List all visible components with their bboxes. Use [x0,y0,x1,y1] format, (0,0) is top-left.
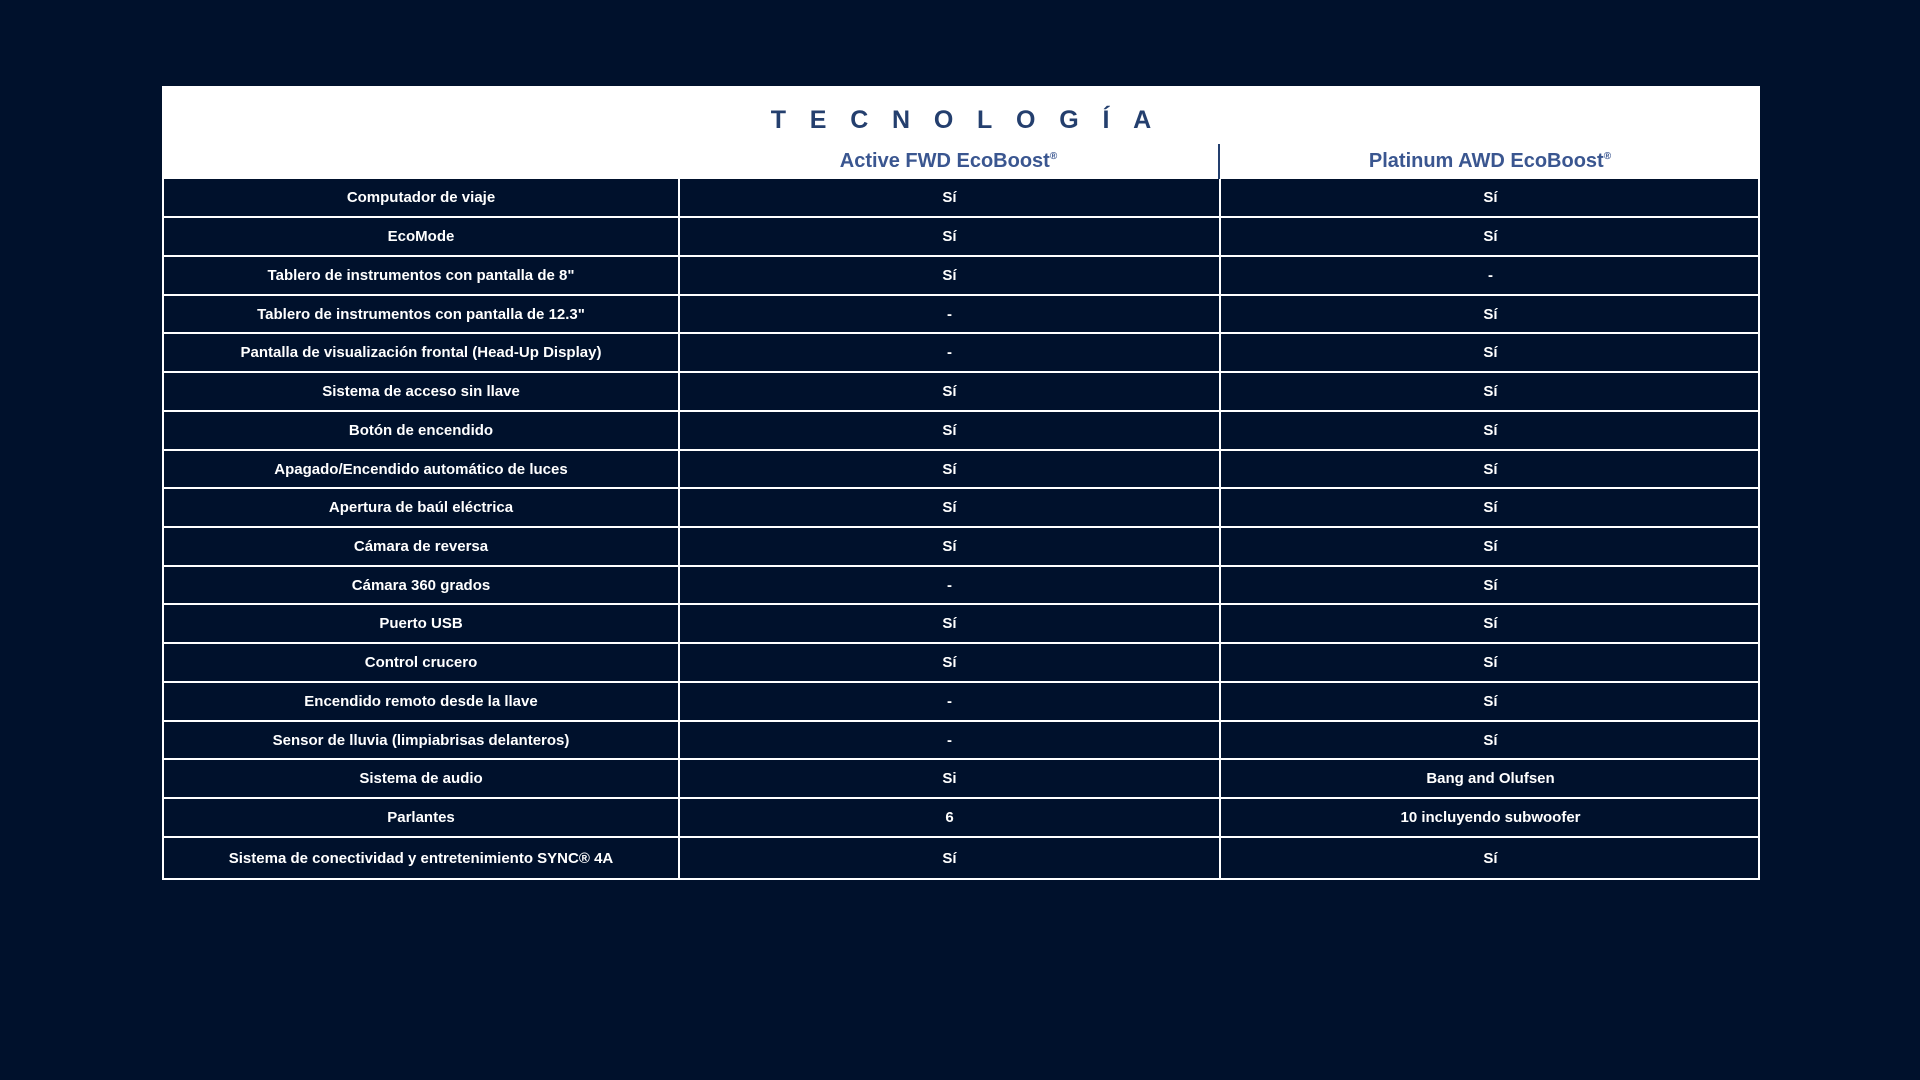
platinum-value-cell: Bang and Olufsen [1220,759,1760,798]
registered-mark: ® [1603,151,1612,162]
table-row [164,604,1760,643]
specs-panel [162,86,1760,880]
table-row [164,411,1760,450]
feature-cell: Control crucero [164,643,679,682]
platinum-value-cell: Sí [1220,217,1760,256]
active-value-cell: Sí [679,372,1220,411]
active-value-cell: - [679,295,1220,333]
feature-cell: Tablero de instrumentos con pantalla de 8" [164,256,679,295]
column-header-active [679,142,1218,179]
feature-cell: Sistema de conectividad y entretenimiento SYNC® 4A [164,837,679,879]
feature-cell: Computador de viaje [164,179,679,217]
feature-cell: EcoMode [164,217,679,256]
platinum-value-cell: Sí [1220,488,1760,527]
platinum-value-cell: 10 incluyendo subwoofer [1220,798,1760,837]
platinum-value-cell: Sí [1220,295,1760,333]
table-row [164,333,1760,372]
table-row [164,217,1760,256]
active-value-cell: - [679,721,1220,759]
table-row [164,721,1760,759]
active-value-cell: Sí [679,527,1220,566]
feature-cell: Botón de encendido [164,411,679,450]
table-row [164,179,1760,217]
table-row [164,372,1760,411]
platinum-value-cell: Sí [1220,566,1760,604]
active-value-cell: Si [679,759,1220,798]
column-header-platinum-label: Platinum AWD EcoBoost [1368,150,1604,172]
table-row [164,566,1760,604]
active-value-cell: Sí [679,217,1220,256]
column-header-active-label: Active FWD EcoBoost [839,150,1050,172]
platinum-value-cell: Sí [1220,527,1760,566]
column-header-platinum [1220,142,1760,179]
platinum-value-cell: Sí [1220,604,1760,643]
active-value-cell: Sí [679,179,1220,217]
table-header [164,88,1758,179]
active-value-cell: Sí [679,488,1220,527]
active-value-cell: - [679,682,1220,721]
feature-cell: Apertura de baúl eléctrica [164,488,679,527]
active-value-cell: - [679,566,1220,604]
platinum-value-cell: Sí [1220,643,1760,682]
table-row [164,450,1760,488]
table-row [164,682,1760,721]
table-row [164,837,1760,879]
platinum-value-cell: Sí [1220,450,1760,488]
table-row [164,488,1760,527]
platinum-value-cell: Sí [1220,721,1760,759]
platinum-value-cell: Sí [1220,837,1760,879]
table-row [164,798,1760,837]
table-row [164,295,1760,333]
table-row [164,643,1760,682]
active-value-cell: Sí [679,411,1220,450]
feature-cell: Sensor de lluvia (limpiabrisas delanteros) [164,721,679,759]
feature-cell: Cámara 360 grados [164,566,679,604]
platinum-value-cell: Sí [1220,411,1760,450]
table-row [164,527,1760,566]
feature-cell: Puerto USB [164,604,679,643]
platinum-value-cell: Sí [1220,333,1760,372]
active-value-cell: Sí [679,450,1220,488]
feature-cell: Parlantes [164,798,679,837]
feature-cell: Encendido remoto desde la llave [164,682,679,721]
specs-table [164,179,1760,879]
feature-cell: Cámara de reversa [164,527,679,566]
table-row [164,256,1760,295]
feature-cell: Pantalla de visualización frontal (Head-Up Display) [164,333,679,372]
feature-cell: Apagado/Encendido automático de luces [164,450,679,488]
registered-mark: ® [1049,151,1058,162]
platinum-value-cell: Sí [1220,179,1760,217]
page-title: TECNOLOGÍA [770,106,1175,134]
active-value-cell: - [679,333,1220,372]
platinum-value-cell: Sí [1220,682,1760,721]
platinum-value-cell: - [1220,256,1760,295]
active-value-cell: 6 [679,798,1220,837]
active-value-cell: Sí [679,837,1220,879]
platinum-value-cell: Sí [1220,372,1760,411]
active-value-cell: Sí [679,643,1220,682]
feature-cell: Tablero de instrumentos con pantalla de 12.3" [164,295,679,333]
active-value-cell: Sí [679,256,1220,295]
active-value-cell: Sí [679,604,1220,643]
feature-cell: Sistema de audio [164,759,679,798]
table-row [164,759,1760,798]
feature-cell: Sistema de acceso sin llave [164,372,679,411]
